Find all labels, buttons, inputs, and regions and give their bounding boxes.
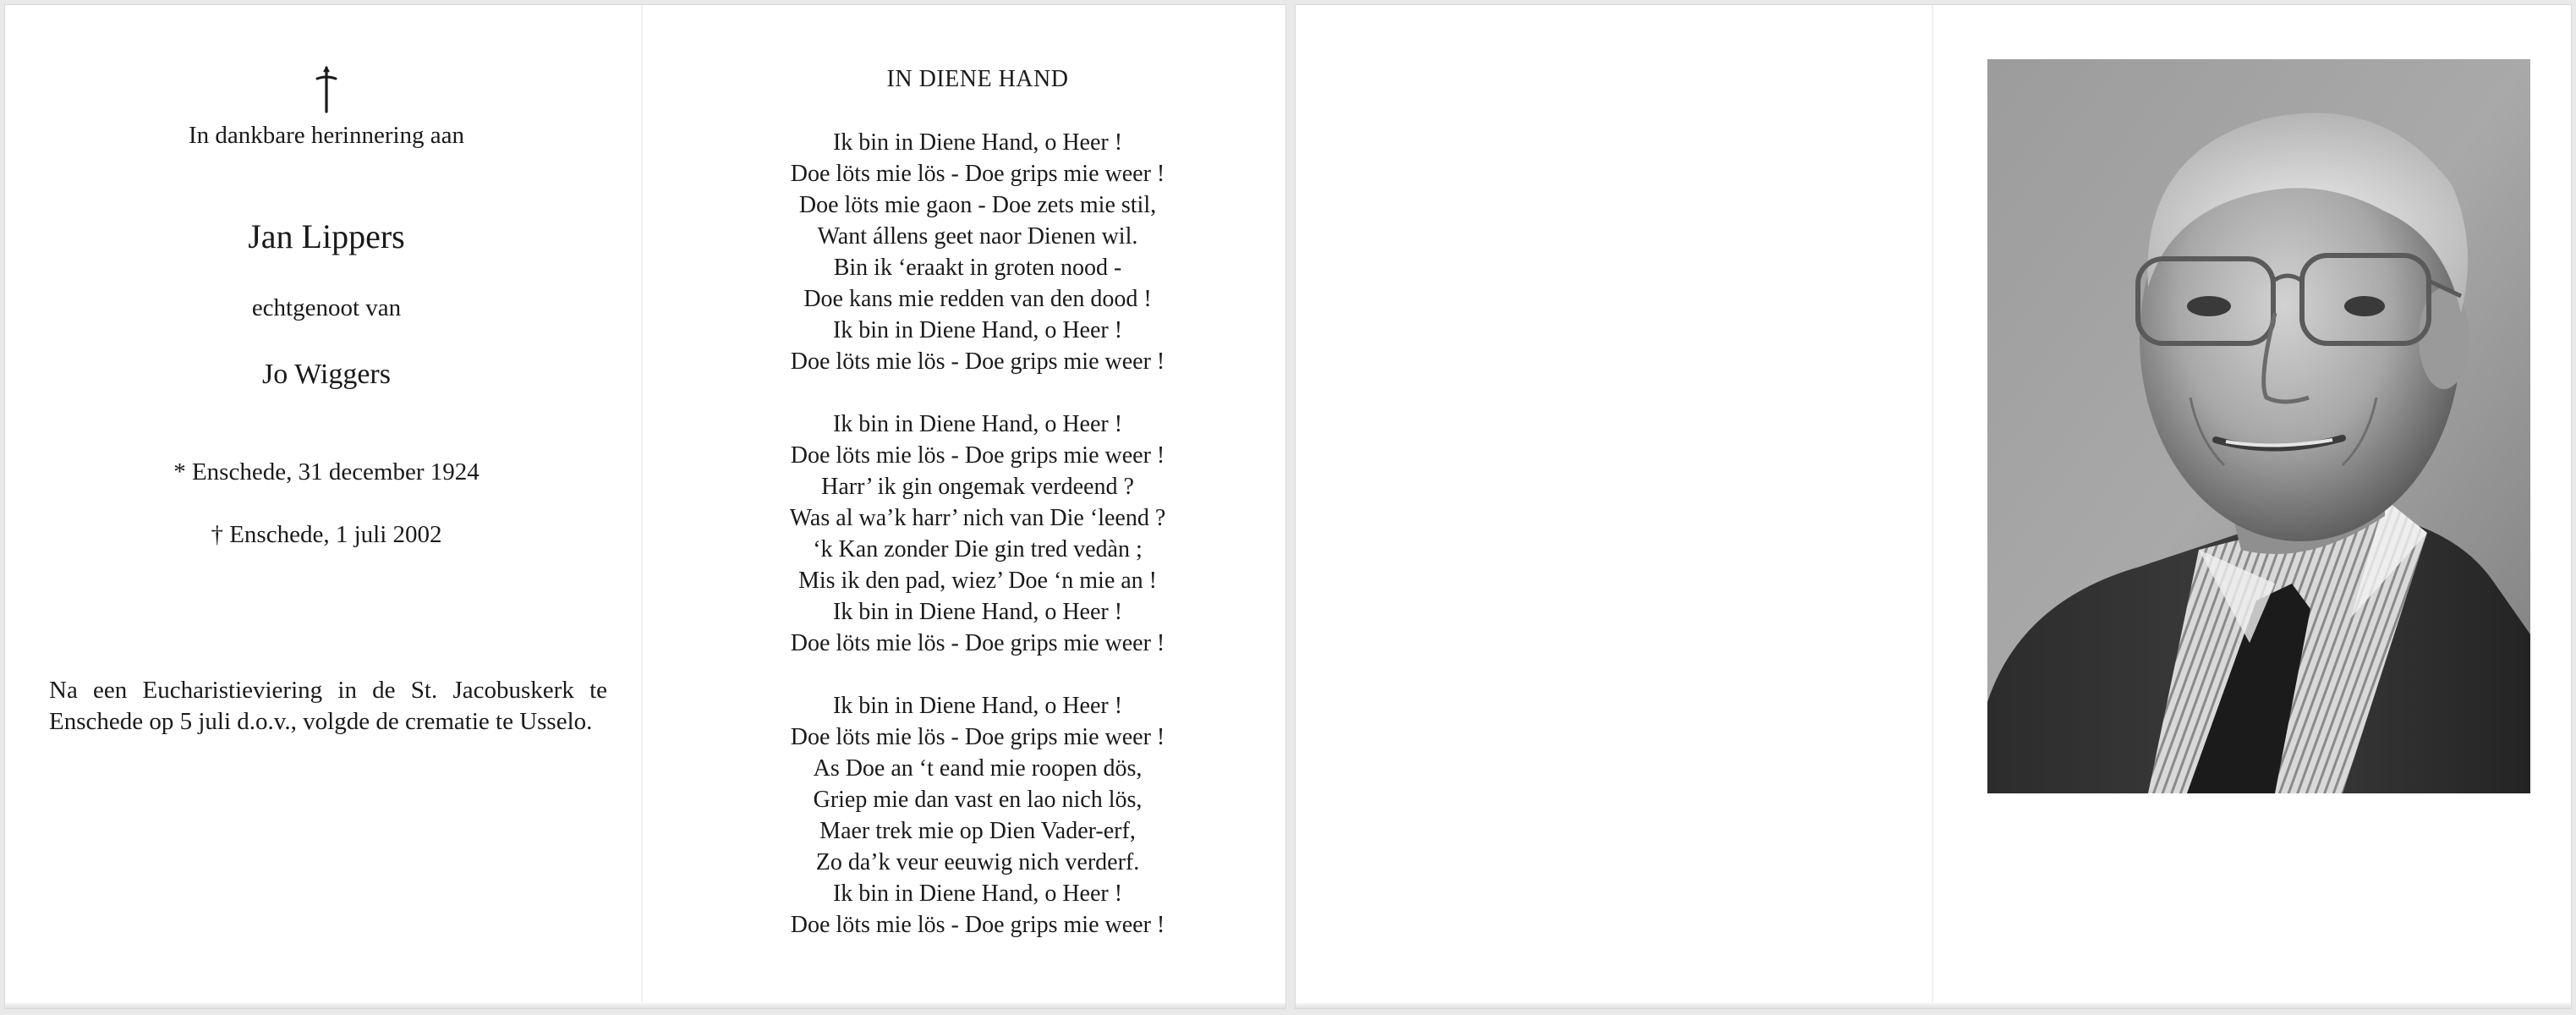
death-date: † Enschede, 1 juli 2002 <box>211 521 442 548</box>
sheet-edge <box>1296 1003 2571 1008</box>
deceased-name: Jan Lippers <box>248 217 405 255</box>
poem-stanza <box>665 127 1291 377</box>
poem-title: IN DIENE HAND <box>886 66 1069 92</box>
poem-line: Bin ik ‘eraakt in groten nood - <box>833 255 1122 281</box>
poem-line: Maer trek mie op Dien Vader-erf, <box>819 818 1136 844</box>
memorial-text-panel <box>5 5 648 1008</box>
poem-line: Doe löts mie lös - Doe grips mie weer ! <box>790 724 1165 750</box>
poem-line: Doe löts mie lös - Doe grips mie weer ! <box>790 912 1165 938</box>
poem-line: Ik bin in Diene Hand, o Heer ! <box>832 317 1123 343</box>
portrait-photo <box>1987 59 2530 793</box>
poem <box>665 66 1291 972</box>
birth-date: * Enschede, 31 december 1924 <box>173 458 480 486</box>
poem-line: Doe löts mie lös - Doe grips mie weer ! <box>790 442 1165 469</box>
fold-line <box>1932 5 1933 1008</box>
service-paragraph: Na een Eucharistieviering in de St. Jacobuskerk te Enschede op 5 juli d.o.v., volgde de crematie te Usselo. <box>49 677 607 735</box>
cross-icon <box>5 64 648 118</box>
poem-line: Ik bin in Diene Hand, o Heer ! <box>832 693 1123 719</box>
poem-line: Want állens geet naor Dienen wil. <box>817 223 1138 250</box>
spouse-label: echtgenoot van <box>251 294 402 321</box>
card-outside-sheet <box>1296 5 2571 1008</box>
poem-line: Ik bin in Diene Hand, o Heer ! <box>832 599 1123 625</box>
sheet-edge <box>5 1003 1285 1008</box>
poem-line: Doe löts mie gaon - Doe zets mie stil, <box>798 192 1157 218</box>
poem-line: Harr’ ik gin ongemak verdeend ? <box>821 474 1134 500</box>
poem-line: Was al wa’k harr’ nich van Die ‘leend ? <box>789 505 1166 531</box>
poem-line: Ik bin in Diene Hand, o Heer ! <box>832 411 1123 437</box>
poem-line: As Doe an ‘t eand mie roopen dös, <box>813 755 1143 782</box>
poem-line: Griep mie dan vast en lao nich lös, <box>813 787 1143 813</box>
card-inside-sheet <box>5 5 1285 1008</box>
poem-line: Doe kans mie redden van den dood ! <box>803 286 1152 312</box>
poem-line: Zo da’k veur eeuwig nich verderf. <box>815 849 1140 875</box>
intro-line: In dankbare herinnering aan <box>188 122 465 149</box>
poem-line: Mis ik den pad, wiez’ Doe ‘n mie an ! <box>797 568 1158 594</box>
poem-line: Ik bin in Diene Hand, o Heer ! <box>832 129 1123 156</box>
poem-line: Doe löts mie lös - Doe grips mie weer ! <box>790 630 1165 656</box>
poem-stanza <box>665 409 1291 659</box>
spouse-name: Jo Wiggers <box>262 359 391 390</box>
poem-line: Doe löts mie lös - Doe grips mie weer ! <box>790 348 1165 375</box>
poem-line: Ik bin in Diene Hand, o Heer ! <box>832 881 1123 907</box>
poem-stanza <box>665 690 1291 941</box>
poem-line: Doe löts mie lös - Doe grips mie weer ! <box>790 161 1165 187</box>
poem-line: ‘k Kan zonder Die gin tred vedàn ; <box>813 536 1143 562</box>
